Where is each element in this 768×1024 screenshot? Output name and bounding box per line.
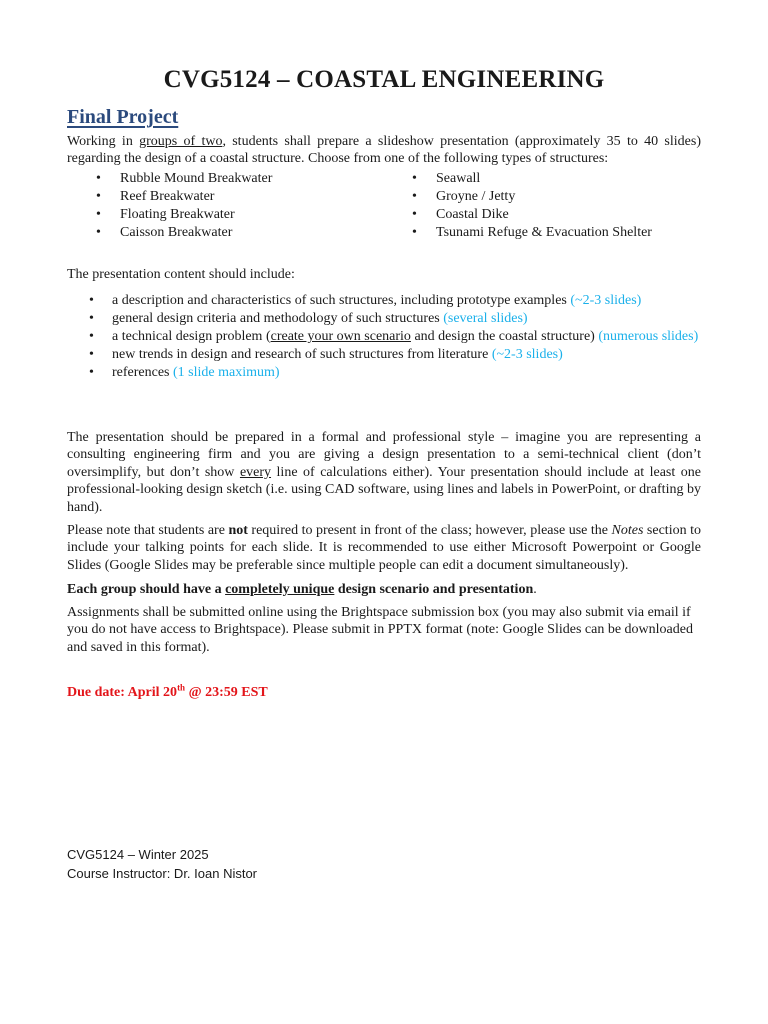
style-text-continued: line of calculations either). Your presentation should include at least one professional-looking design sketch (i.e. using CAD software, using lines and labels in PowerPoint, or drafting by hand). [67, 464, 701, 515]
bullet-icon: • [412, 207, 417, 222]
list-item [67, 310, 701, 327]
structure-label: Coastal Dike [436, 207, 509, 222]
list-item [383, 188, 652, 206]
bullet-icon: • [96, 225, 101, 240]
footer [67, 845, 257, 883]
item-underlined-text: create your own scenario [270, 329, 411, 344]
slide-count-note: (several slides) [443, 311, 528, 326]
due-date-time: @ 23:59 EST [185, 685, 268, 700]
due-date [67, 682, 268, 701]
notes-text-continued: required to present in front of the class; however, please use the [247, 523, 612, 538]
intro-text: Working in [67, 134, 140, 149]
structure-label: Rubble Mound Breakwater [120, 171, 273, 186]
bullet-icon: • [96, 171, 101, 186]
list-item [383, 206, 652, 224]
slide-count-note: (~2-3 slides) [491, 347, 563, 362]
item-text: a description and characteristics of such structures, including prototype examples [112, 293, 571, 308]
unique-text: Each group should have a [67, 582, 226, 597]
list-item [67, 206, 272, 224]
content-requirements-list [67, 292, 701, 382]
structure-label: Floating Breakwater [120, 207, 235, 222]
footer-instructor: Course Instructor: Dr. Ioan Nistor [67, 866, 258, 881]
bullet-icon: • [89, 365, 94, 380]
intro-paragraph [67, 133, 701, 168]
item-text-continued: and design the coastal structure) [410, 329, 599, 344]
item-text: general design criteria and methodology of such structures [112, 311, 444, 326]
list-item [67, 170, 272, 188]
unique-scenario-paragraph [67, 581, 701, 598]
list-item [67, 346, 701, 363]
bullet-icon: • [89, 311, 94, 326]
unique-underlined-text: completely unique [225, 582, 335, 597]
structure-label: Caisson Breakwater [120, 225, 233, 240]
footer-course-term: CVG5124 – Winter 2025 [67, 847, 209, 862]
submission-paragraph: Assignments shall be submitted online using the Brightspace submission box (you may also submit via email if you do not have access to Brightspace). Please submit in PPTX format (note: Google Slides can be downloaded and saved in this format). [67, 605, 693, 655]
due-date-text: Due date: April 20 [67, 685, 178, 700]
bullet-icon: • [89, 329, 94, 344]
bullet-icon: • [96, 207, 101, 222]
list-item [383, 170, 652, 188]
structure-label: Groyne / Jetty [436, 189, 516, 204]
unique-text-continued: design scenario and presentation [334, 582, 534, 597]
content-intro: The presentation content should include: [67, 267, 295, 282]
structure-label: Reef Breakwater [120, 189, 215, 204]
bullet-icon: • [89, 347, 94, 362]
notes-text-end: section to include your talking points for each slide. It is recommended to use either Microsoft Powerpoint or Google Slides (Google Slides may be preferable since multiple people can edit a document simultaneously). [67, 523, 701, 573]
notes-bold-text: not [228, 523, 248, 538]
item-text: references [112, 365, 174, 380]
slide-count-note: (~2-3 slides) [570, 293, 642, 308]
bullet-icon: • [412, 189, 417, 204]
slide-count-note: (numerous slides) [598, 329, 699, 344]
style-paragraph [67, 429, 701, 516]
section-heading-final-project: Final Project [67, 106, 179, 128]
list-item [67, 328, 701, 345]
item-text: new trends in design and research of such structures from literature [112, 347, 492, 362]
intro-text-continued: , students shall prepare a slideshow presentation (approximately 35 to 40 slides) regarding the design of a coastal structure. Choose from one of the following types of structures: [67, 134, 701, 167]
slide-count-note: (1 slide maximum) [173, 365, 280, 380]
list-item [67, 292, 701, 309]
bullet-icon: • [96, 189, 101, 204]
structure-list-left [67, 170, 272, 242]
list-item [67, 224, 272, 242]
due-date-ordinal: th [177, 682, 186, 693]
structure-label: Tsunami Refuge & Evacuation Shelter [436, 225, 652, 240]
unique-period: . [533, 582, 537, 597]
notes-text: Please note that students are [67, 523, 229, 538]
list-item [383, 224, 652, 242]
structure-label: Seawall [436, 171, 481, 186]
notes-paragraph [67, 522, 701, 574]
structure-list-right [383, 170, 652, 242]
bullet-icon: • [412, 225, 417, 240]
document-title: CVG5124 – COASTAL ENGINEERING [163, 66, 605, 93]
intro-underlined-text: groups of two [139, 134, 223, 149]
list-item [67, 364, 701, 381]
bullet-icon: • [412, 171, 417, 186]
list-item [67, 188, 272, 206]
bullet-icon: • [89, 293, 94, 308]
style-text: The presentation should be prepared in a formal and professional style – imagine you are representing a consulting engineering firm and you are giving a design presentation to a semi-technical client (don’t oversimplify, but don’t show [67, 430, 701, 480]
notes-italic-text: Notes [611, 523, 644, 538]
item-text: a technical design problem ( [112, 329, 271, 344]
style-underlined-text: every [239, 464, 272, 480]
